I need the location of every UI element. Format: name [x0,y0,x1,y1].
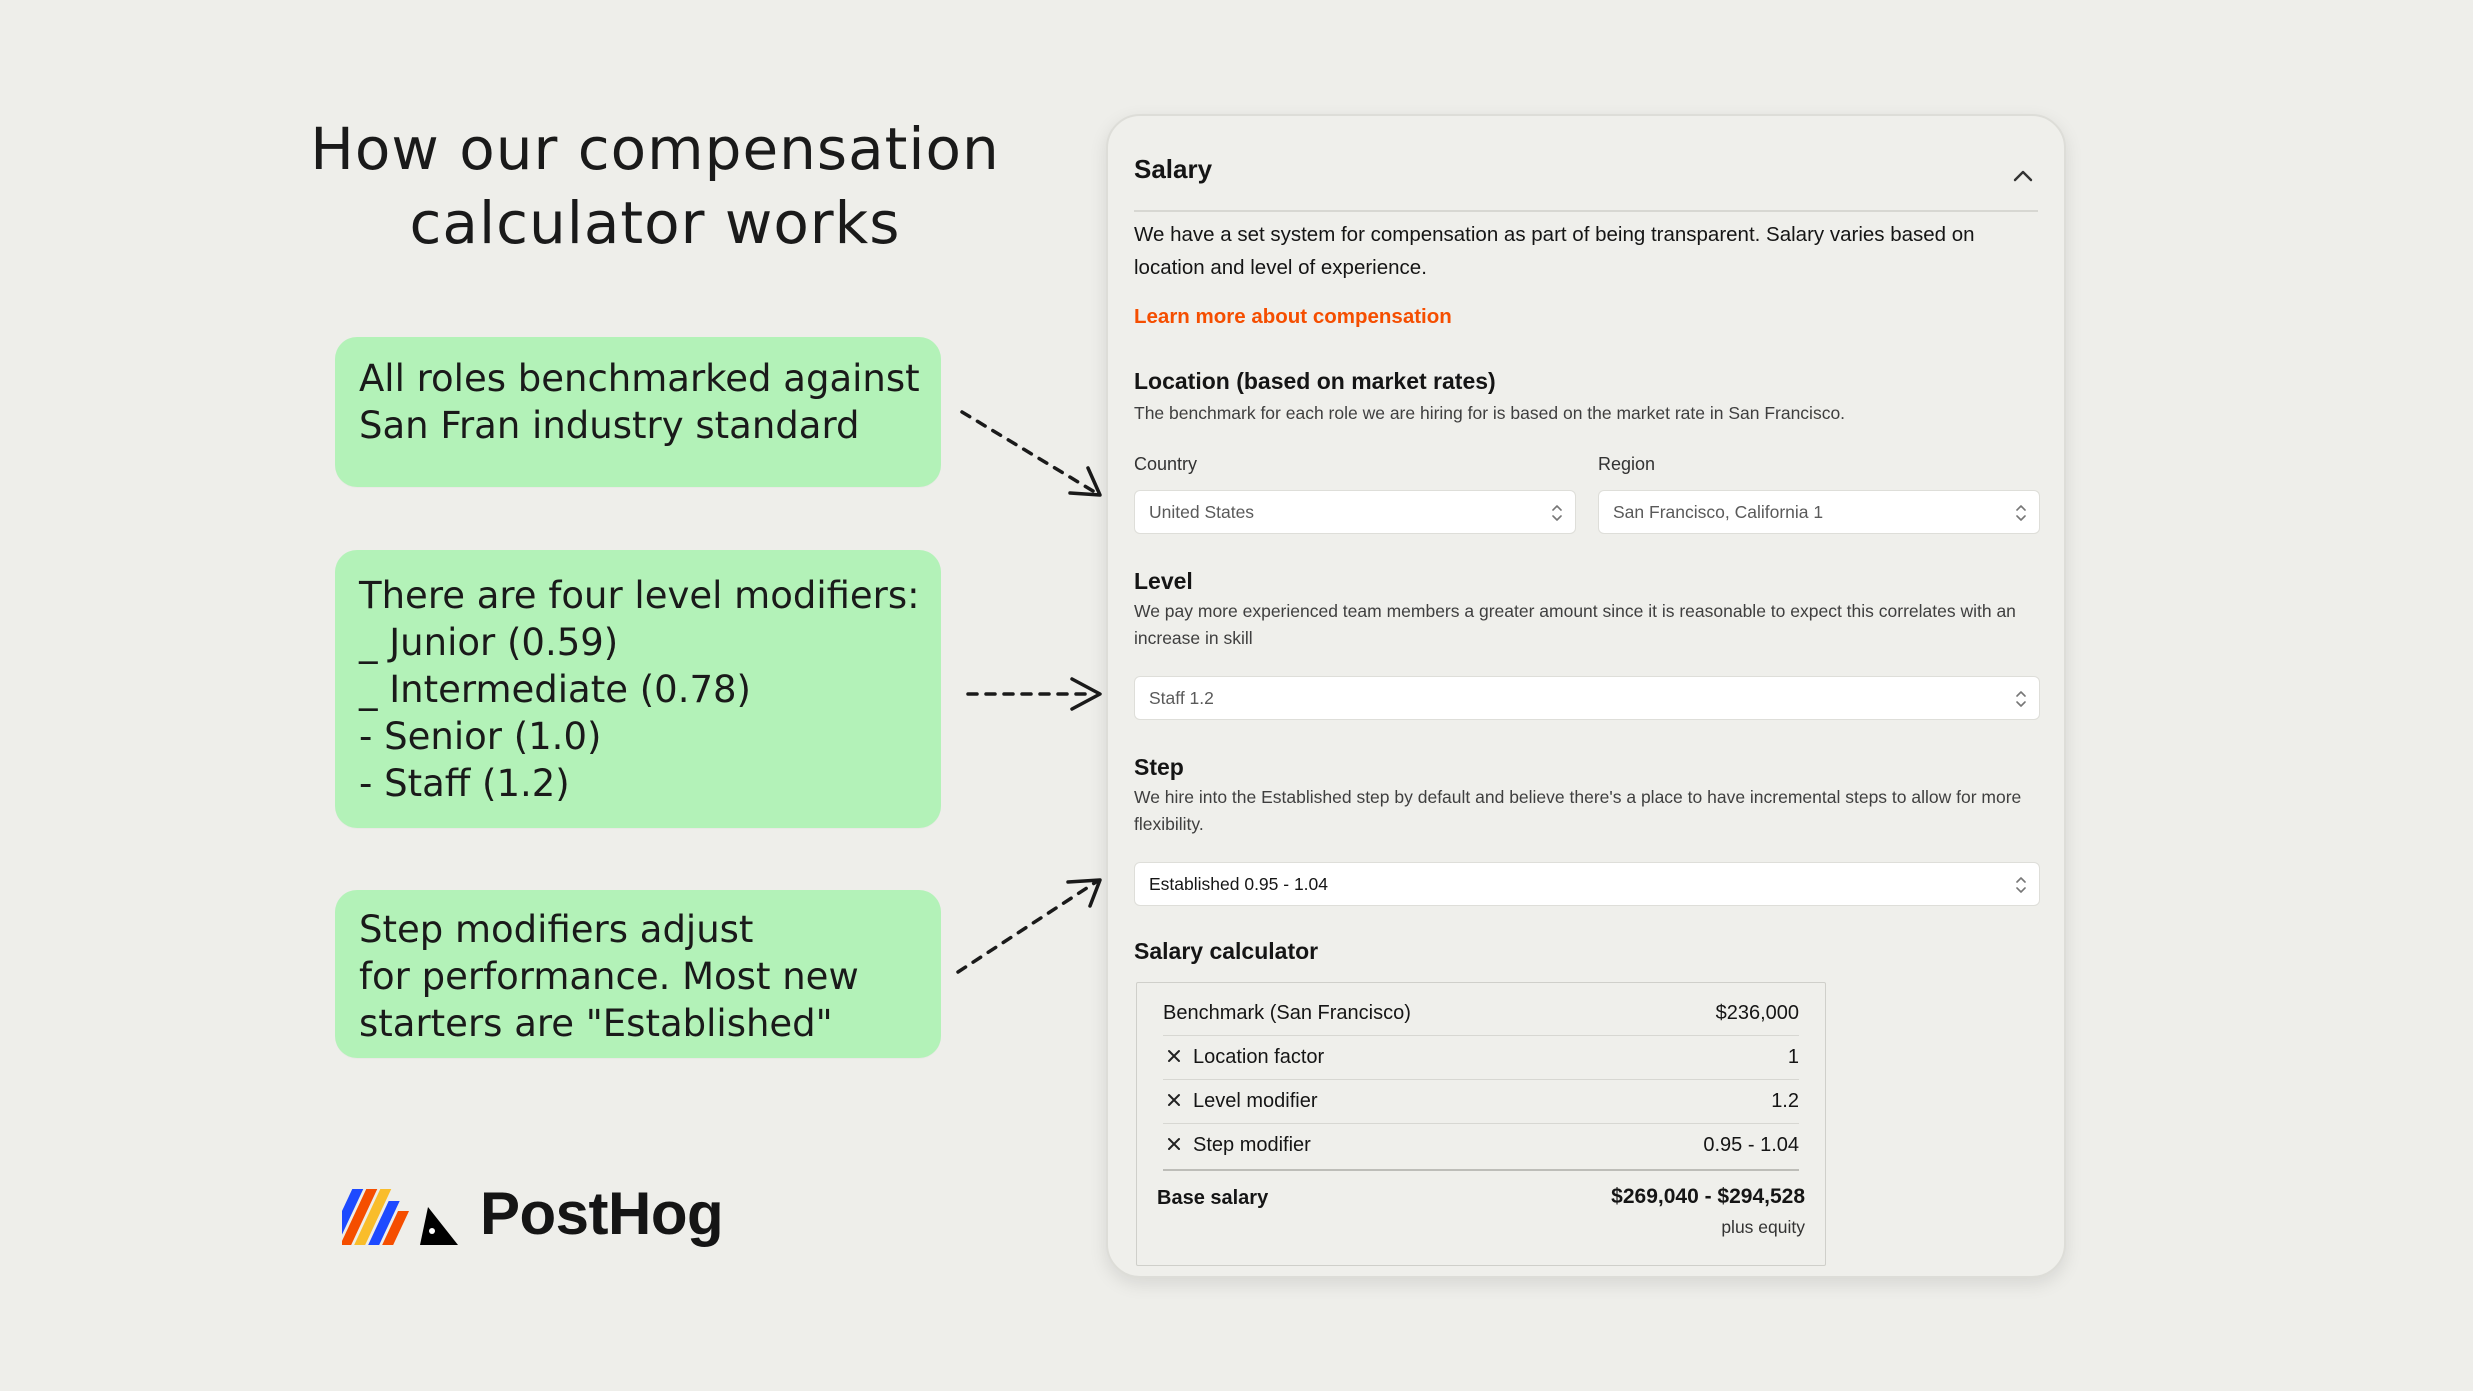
note-line: _ Junior (0.59) [359,621,619,664]
level-select-value: Staff 1.2 [1149,688,1214,708]
level-desc: We pay more experienced team members a greater amount since it is reasonable to expect this correlates with an increase in skill [1134,601,2016,648]
note-line: San Fran industry standard [359,404,860,447]
calc-value: 1 [1787,1046,1799,1068]
calc-label: Location factor [1193,1046,1325,1068]
arrow-to-step [958,882,1096,972]
country-select[interactable] [1134,490,1576,534]
multiply-icon [1167,1137,1181,1151]
location-title: Location (based on market rates) [1134,368,1496,394]
headline-line-1: How our compensation [310,115,1000,183]
plus-equity-note: plus equity [1721,1217,1805,1237]
level-title: Level [1134,568,1193,594]
select-arrows-icon [1551,503,1563,523]
salary-calculator [1136,982,1826,1266]
salary-title: Salary [1134,154,1213,184]
calc-label: Step modifier [1193,1134,1311,1156]
total-divider [1163,1169,1799,1171]
note-line: All roles benchmarked against [359,357,920,400]
location-desc: The benchmark for each role we are hiring for is based on the market rate in San Francisco. [1134,403,1846,423]
note-line: - Senior (1.0) [359,715,602,758]
calc-row-level [1163,1079,1799,1124]
calc-label: Benchmark (San Francisco) [1163,1002,1411,1024]
multiply-icon [1167,1093,1181,1107]
learn-more-link[interactable]: Learn more about compensation [1134,305,1452,328]
select-arrows-icon [2015,503,2027,523]
calc-label: Level modifier [1193,1090,1318,1112]
step-desc: We hire into the Established step by default and believe there's a place to have incremental steps to allow for more flexibility. [1134,787,2022,834]
multiply-icon [1167,1049,1181,1063]
note-line: _ Intermediate (0.78) [359,668,751,711]
note-line: Step modifiers adjust [359,908,754,951]
select-arrows-icon [2015,689,2027,709]
level-select[interactable] [1134,676,2040,720]
calc-row-location [1163,1035,1799,1080]
note-line: starters are "Established" [359,1002,833,1045]
calc-row-benchmark [1163,991,1799,1036]
base-salary-label: Base salary [1157,1187,1269,1209]
calculator-title: Salary calculator [1134,938,1319,964]
headline-line-2: calculator works [409,189,901,257]
region-select[interactable] [1598,490,2040,534]
arrow-to-location [962,412,1098,494]
calc-value: 0.95 - 1.04 [1703,1134,1799,1156]
calc-value: $236,000 [1715,1002,1799,1024]
salary-card [1106,114,2066,1278]
country-label: Country [1134,454,1198,474]
note-line: There are four level modifiers: [359,574,920,617]
brand-name: PostHog [480,1179,724,1247]
select-arrows-icon [2015,875,2027,895]
salary-intro: We have a set system for compensation as part of being transparent. Salary varies based on location and level of experience. [1134,223,1975,279]
step-select-value: Established 0.95 - 1.04 [1149,874,1329,894]
salary-accordion-header[interactable] [1134,140,2038,212]
base-salary-value: $269,040 - $294,528 [1611,1185,1805,1208]
calc-total [1157,1179,1805,1249]
note-line: for performance. Most new [359,955,859,998]
country-select-value: United States [1149,502,1255,522]
step-title: Step [1134,754,1184,780]
brand [342,1178,723,1248]
calc-value: 1.2 [1771,1090,1799,1112]
calc-row-step [1163,1123,1799,1167]
chevron-up-icon[interactable] [2010,166,2036,186]
step-select[interactable] [1134,862,2040,906]
region-select-value: San Francisco, California 1 [1613,502,1824,522]
region-label: Region [1598,454,1656,474]
note-line: - Staff (1.2) [359,762,570,805]
posthog-hedgehog-logo-icon [342,1181,458,1245]
